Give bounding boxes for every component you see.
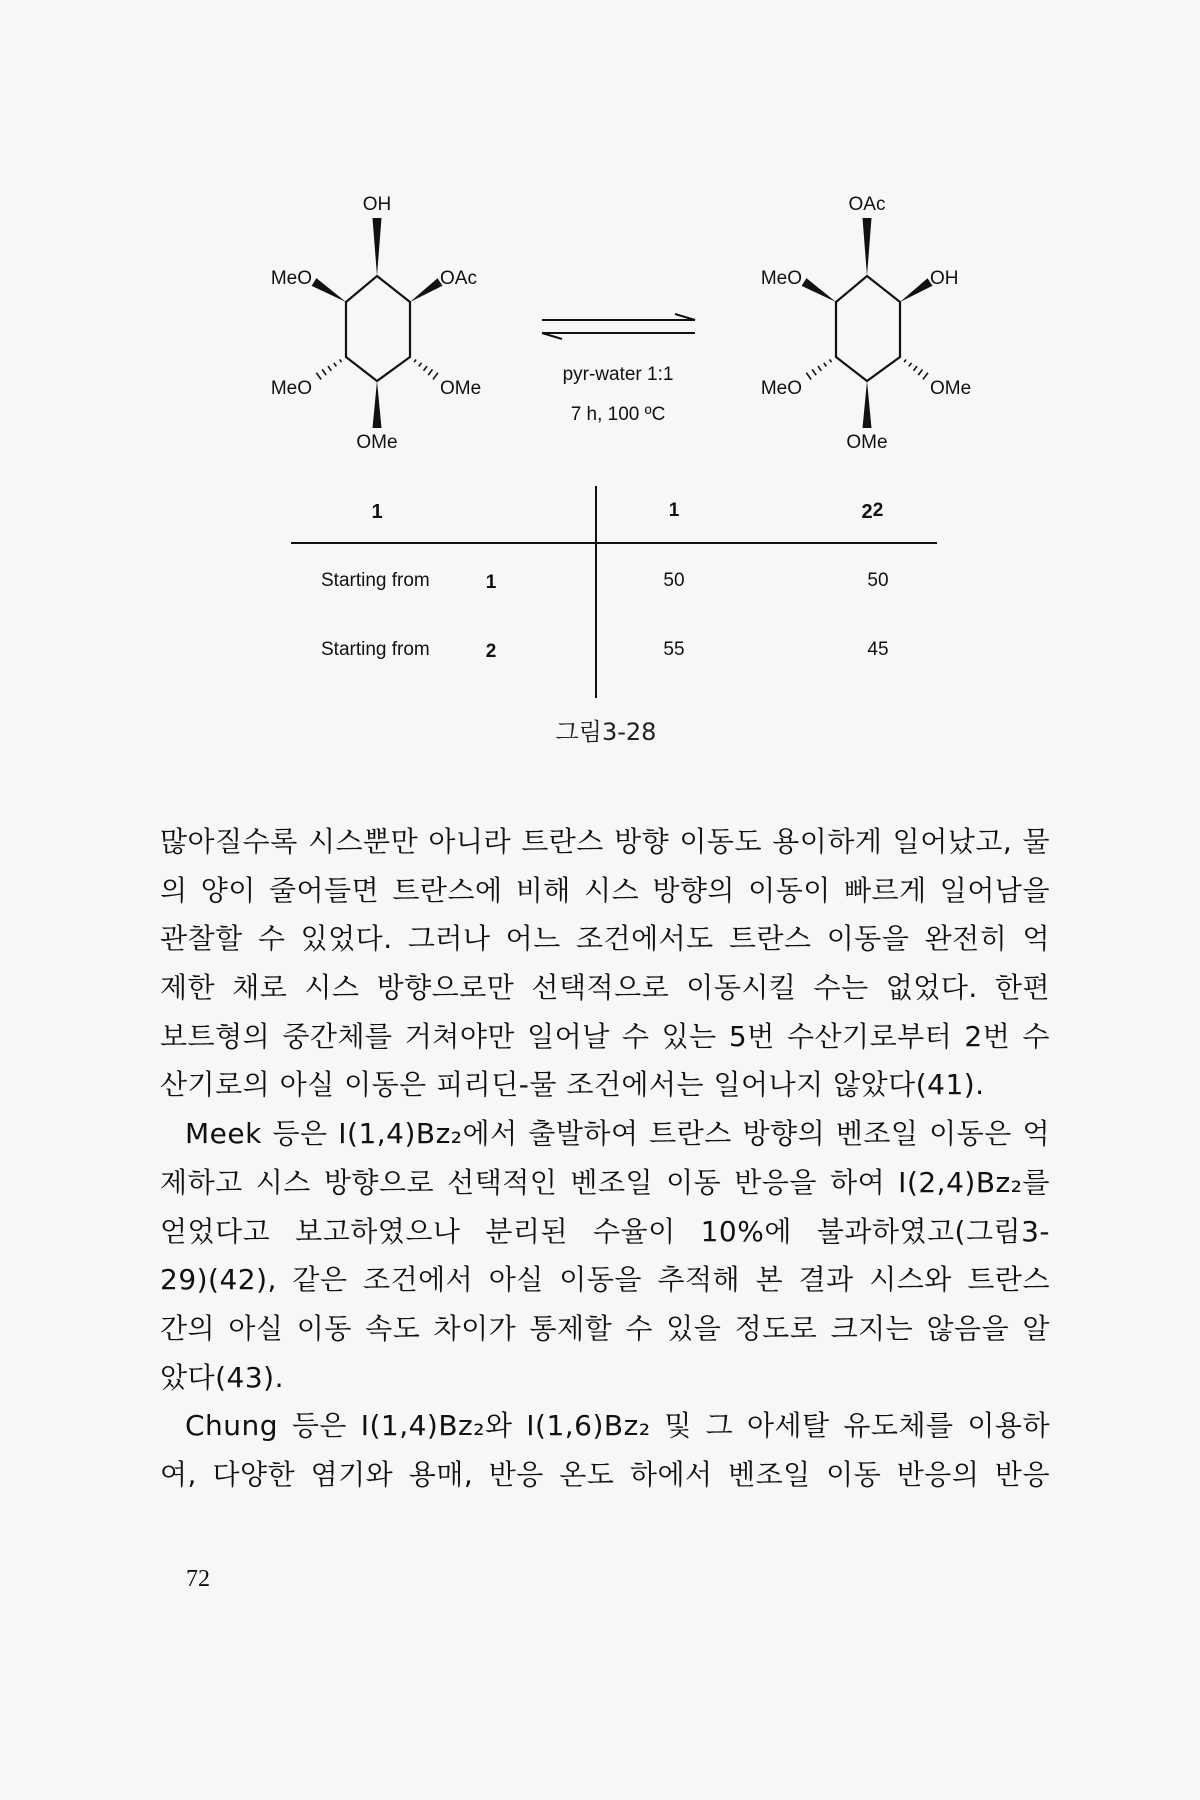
body-line: 산기로의 아실 이동은 피리딘-물 조건에서는 일어나지 않았다(41). [160,1068,985,1102]
reaction-scheme-figure [0,0,1200,780]
wedge-bond [900,278,932,302]
hash-bond [428,369,432,375]
wedge-bond [802,278,836,302]
hash-bond [334,363,337,367]
body-line: 보트형의 중간체를 거쳐야만 일어날 수 있는 5번 수산기로부터 2번 수 [160,1019,1050,1053]
ratio-table [291,486,937,698]
figure-caption: 그림3-28 [555,718,657,746]
substituent-top: OAc [848,194,886,215]
table-cell: 55 [663,639,685,660]
cyclohexane-ring [346,276,410,381]
substituent-upper-right: OH [930,268,959,289]
wedge-bond [863,381,872,428]
substituent-top: OH [362,194,392,215]
wedge-bond [373,381,382,428]
table-header-1: 1 [668,500,680,521]
body-line: Meek 등은 I(1,4)Bz₂에서 출발하여 트란스 방향의 벤조일 이동은 억 [185,1117,1050,1151]
cyclohexane-ring [836,276,900,381]
substituent-lower-right: OMe [440,378,482,399]
body-line: 제한 채로 시스 방향으로만 선택적으로 이동시킬 수는 없었다. 한편 [160,971,1050,1005]
substituent-lower-left: MeO [760,378,802,399]
hash-bond [812,369,816,375]
reaction-condition-solvent: pyr-water 1:1 [562,364,674,385]
body-line: 여, 다양한 염기와 용매, 반응 온도 하에서 벤조일 이동 반응의 반응 [160,1457,1050,1491]
reaction-condition-time-temp: 7 h, 100 ºC [570,404,666,425]
wedge-bond [373,218,382,276]
body-line: 간의 아실 이동 속도 차이가 통제할 수 있을 정도로 크지는 않음을 알 [160,1311,1050,1345]
hash-bond [414,360,416,363]
compound-1-structure [271,194,481,523]
hash-bond [433,373,438,380]
equilibrium-arrows [542,314,695,339]
substituent-lower-right: OMe [930,378,972,399]
substituent-upper-right: OAc [440,268,477,289]
body-line: 았다(43). [160,1360,284,1394]
substituent-lower-left: MeO [270,378,312,399]
hash-bond [904,360,906,363]
body-line: 29)(42), 같은 조건에서 아실 이동을 추적해 본 결과 시스와 트란스 [160,1263,1050,1297]
compound-number: 2 [861,501,873,523]
hash-bond [818,366,821,371]
table-row-compound: 1 [485,572,497,593]
hash-bond [806,373,811,380]
wedge-bond [863,218,872,276]
body-line: 많아질수록 시스뿐만 아니라 트란스 방향 이동도 용이하게 일어났고, 물 [160,825,1050,858]
substituent-upper-left: MeO [760,268,802,289]
table-row-label: Starting from [321,570,430,591]
wedge-bond [312,278,346,302]
substituent-bottom: OMe [846,432,888,453]
table-header-2: 2 [872,500,884,521]
hash-bond [316,373,321,380]
hash-bond [328,366,331,371]
table-cell: 50 [867,570,889,591]
substituent-bottom: OMe [356,432,398,453]
hash-bond [322,369,326,375]
wedge-bond [410,278,442,302]
body-line: 제하고 시스 방향으로 선택적인 벤조일 이동 반응을 하여 I(2,4)Bz₂를 [160,1165,1050,1199]
hash-bond [923,373,928,380]
body-line: 관찰할 수 있었다. 그러나 어느 조건에서도 트란스 이동을 완전히 억 [160,922,1050,956]
hash-bond [918,369,922,375]
table-row-label: Starting from [321,639,430,660]
hash-bond [824,363,827,367]
body-line: Chung 등은 I(1,4)Bz₂와 I(1,6)Bz₂ 및 그 아세탈 유도체를 이용하 [185,1409,1050,1443]
body-line: 의 양이 줄어들면 트란스에 비해 시스 방향의 이동이 빠르게 일어남을 [160,873,1050,907]
table-cell: 50 [663,570,685,591]
compound-2-structure [761,194,971,523]
compound-number: 1 [371,501,383,523]
hash-bond [914,366,917,371]
hash-bond [909,363,912,367]
hash-bond [419,363,422,367]
hash-bond [424,366,427,371]
hash-bond [340,359,342,362]
substituent-upper-left: MeO [270,268,312,289]
page-number: 72 [186,1566,210,1592]
hash-bond [830,359,832,362]
body-line: 얻었다고 보고하였으나 분리된 수율이 10%에 불과하였고(그림3- [160,1214,1050,1248]
table-row-compound: 2 [485,641,497,662]
body-paragraphs [160,818,1050,1500]
table-cell: 45 [867,639,889,660]
